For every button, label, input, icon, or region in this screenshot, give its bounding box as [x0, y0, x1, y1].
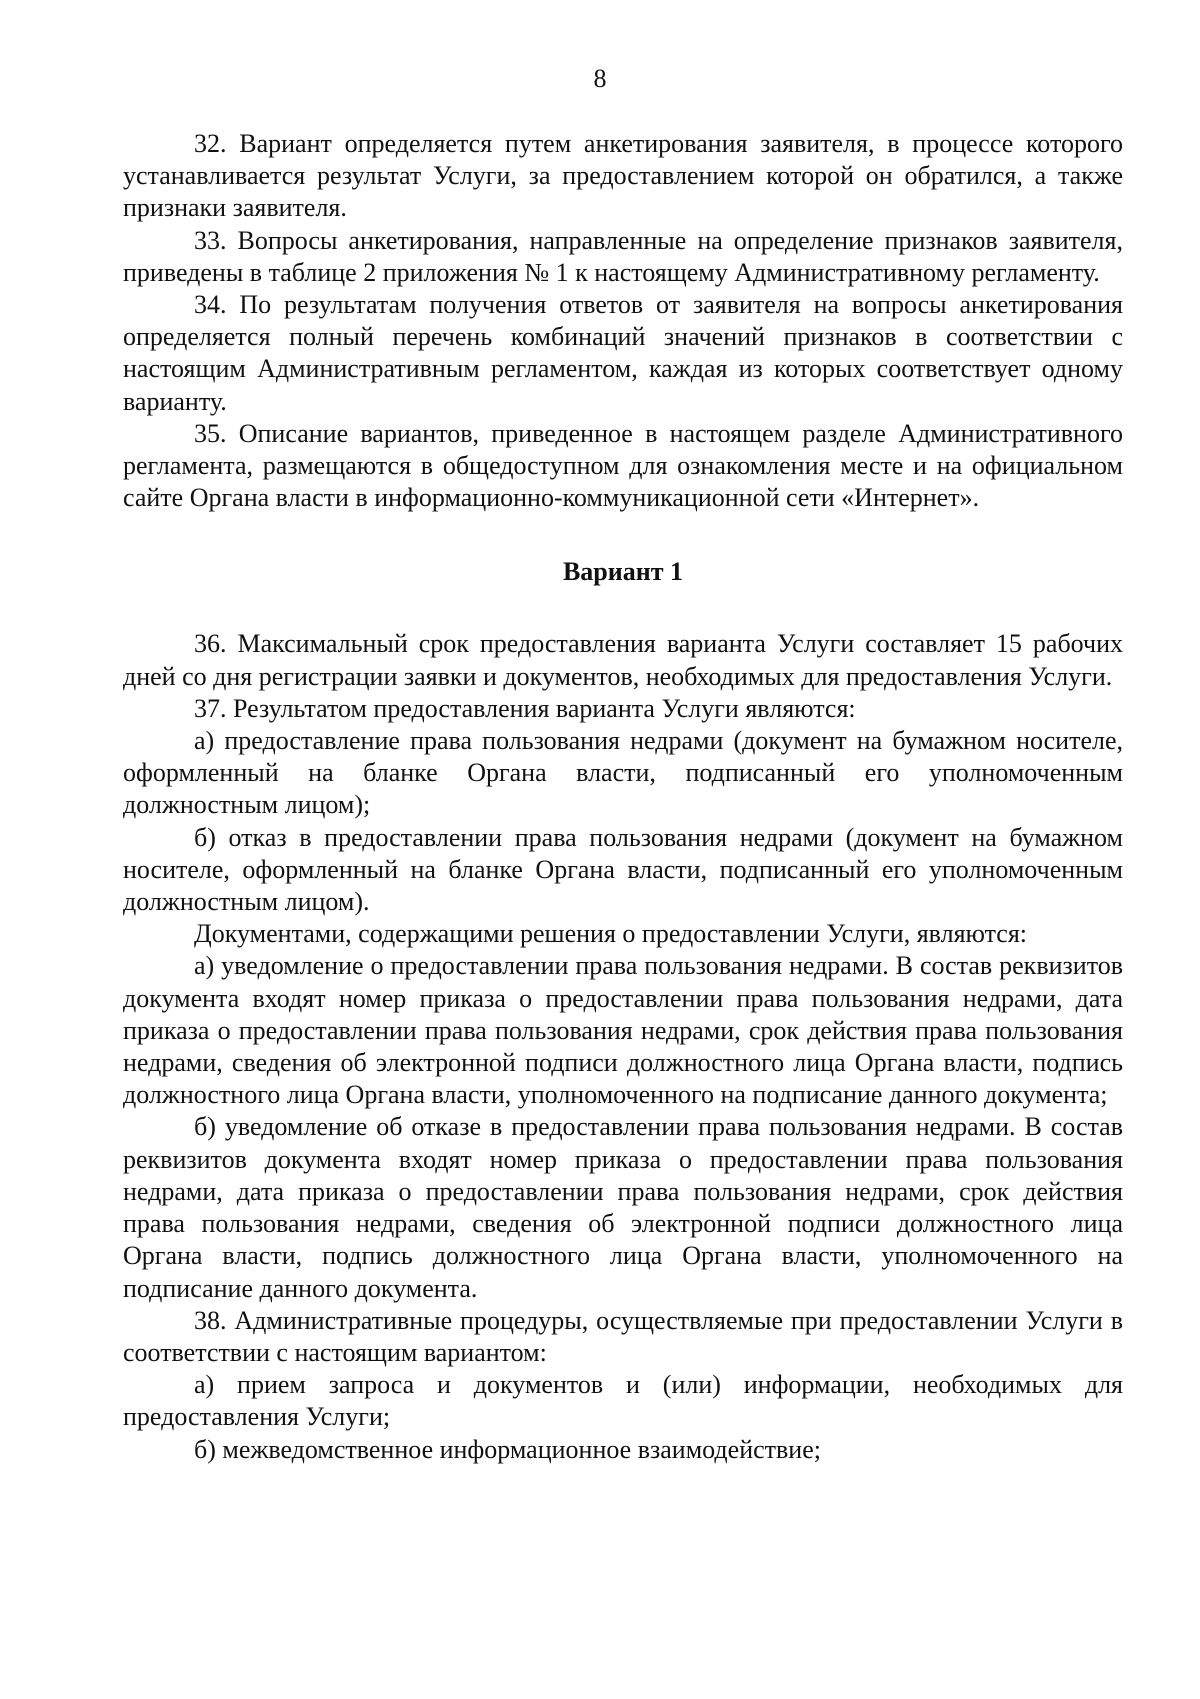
paragraph-decision-documents: Документами, содержащими решения о предоставлении Услуги, являются:	[194, 919, 1028, 949]
paragraph-34: 34. По результатам получения ответов от заявителя на вопросы анкетирования определяется полный перечень комбинаций значений признаков в соответствии с настоящим Административным регламентом, каждая из которых соответствует одному варианту.	[123, 290, 1123, 416]
paragraph-36: 36. Максимальный срок предоставления варианта Услуги составляет 15 рабочих дней со дня регистрации заявки и документов, необходимых для предоставления Услуги.	[123, 629, 1123, 691]
section-heading: Вариант 1	[562, 557, 684, 587]
paragraph-35: 35. Описание вариантов, приведенное в настоящем разделе Административного регламента, размещаются в общедоступном для ознакомления месте и на официальном сайте Органа власти в информационно-коммуникационной сети «Интернет».	[123, 418, 1123, 513]
paragraph-38-b: б) межведомственное информационное взаимодействие;	[194, 1434, 821, 1464]
paragraph-38-a: а) прием запроса и документов и (или) информации, необходимых для предоставления Услуги;	[123, 1370, 1123, 1432]
document-body	[123, 128, 1123, 1466]
paragraph-37-b: б) отказ в предоставлении права пользования недрами (документ на бумажном носителе, оформленный на бланке Органа власти, подписанный его уполномоченным должностным лицом).	[123, 822, 1123, 917]
paragraph-decision-a: а) уведомление о предоставлении права пользования недрами. В состав реквизитов документа входят номер приказа о предоставлении права пользования недрами, дата приказа о предоставлении права пользования недрами, срок действия права пользования недрами, сведения об электронной подписи должностного лица Органа власти, подпись должностного лица Органа власти, уполномоченного на подписание данного документа;	[123, 951, 1123, 1110]
paragraph-37-a: а) предоставление права пользования недрами (документ на бумажном носителе, оформленный на бланке Органа власти, подписанный его уполномоченным должностным лицом);	[123, 726, 1123, 820]
paragraph-32: 32. Вариант определяется путем анкетирования заявителя, в процессе которого устанавливается результат Услуги, за предоставлением которой он обратился, а также признаки заявителя.	[123, 129, 1123, 223]
paragraph-33: 33. Вопросы анкетирования, направленные на определение признаков заявителя, приведены в таблице 2 приложения № 1 к настоящему Административному регламенту.	[123, 225, 1123, 287]
paragraph-37: 37. Результатом предоставления варианта Услуги являются:	[194, 693, 856, 723]
paragraph-decision-b: б) уведомление об отказе в предоставлении права пользования недрами. В состав реквизитов документа входят номер приказа о предоставлении права пользования недрами, дата приказа о предоставлении права пользования недрами, срок действия права пользования недрами, сведения об электронной подписи должностного лица Органа власти, подпись должностного лица Органа власти, уполномоченного на подписание данного документа.	[123, 1112, 1123, 1303]
page-number: 8	[593, 64, 607, 93]
paragraph-38: 38. Административные процедуры, осуществляемые при предоставлении Услуги в соответствии с настоящим вариантом:	[123, 1305, 1123, 1367]
